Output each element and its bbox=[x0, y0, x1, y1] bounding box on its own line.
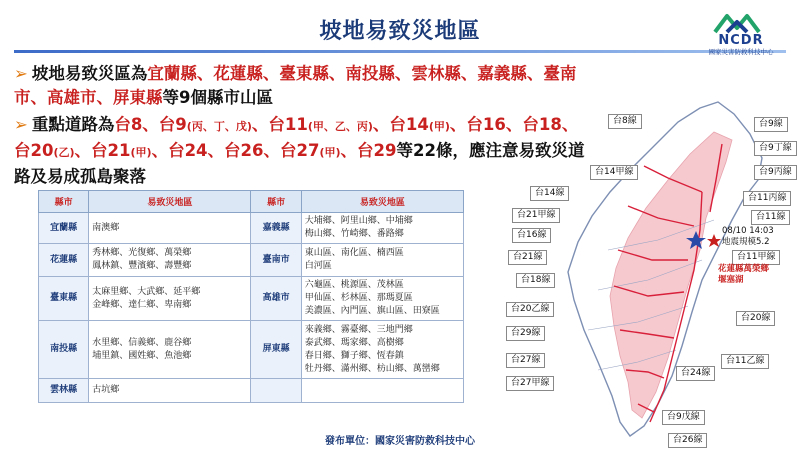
county-list: 宜蘭縣、花蓮縣、臺東縣、南投縣、雲林縣、嘉義縣、臺南市、高雄市、屏東縣 bbox=[14, 64, 577, 107]
table-header-row bbox=[39, 191, 464, 213]
page-title: 坡地易致災地區 bbox=[319, 19, 481, 44]
county-cell: 宜蘭縣 bbox=[39, 213, 89, 244]
road-label-tai24: 台24線 bbox=[676, 366, 715, 381]
county-cell: 花蓮縣 bbox=[39, 244, 89, 277]
road-label-tai11: 台11線 bbox=[751, 210, 790, 225]
road-label-tai14: 台14線 bbox=[530, 186, 569, 201]
road-label-tai8: 台8線 bbox=[608, 114, 642, 129]
landslide-lake-label: 花蓮縣萬榮鄉 堰塞湖 bbox=[718, 264, 770, 285]
road-label-tai9ding: 台9丁線 bbox=[754, 141, 797, 156]
bullet-counties: ➢ 坡地易致災區為宜蘭縣、花蓮縣、臺東縣、南投縣、雲林縣、嘉義縣、臺南市、高雄市、屏東縣等9個縣市山區 bbox=[14, 64, 577, 107]
road-label-tai9: 台9線 bbox=[754, 117, 788, 132]
road-label-tai21jia: 台21甲線 bbox=[512, 208, 560, 223]
county-cell: 屏東縣 bbox=[251, 321, 301, 379]
ncdr-mountain-icon bbox=[713, 12, 769, 34]
county-cell bbox=[251, 379, 301, 403]
logo-org: 國家災害防救科技中心 bbox=[708, 48, 774, 56]
table-row bbox=[39, 244, 464, 277]
road-label-tai21: 台21線 bbox=[508, 250, 547, 265]
road-label-tai9wu: 台9戊線 bbox=[662, 410, 705, 425]
road-label-tai27jia: 台27甲線 bbox=[506, 376, 554, 391]
county-cell: 臺東縣 bbox=[39, 277, 89, 321]
logo-text: NCDR bbox=[718, 33, 764, 48]
area-cell: 來義鄉、霧臺鄉、三地門鄉 泰武鄉、瑪家鄉、高樹鄉 春日鄉、獅子鄉、恆春鎮 牡丹鄉、滿州鄉、枋山鄉、萬巒鄉 bbox=[301, 321, 463, 379]
county-cell: 嘉義縣 bbox=[251, 213, 301, 244]
bullet-roads: ➢ 重點道路為台8、台9(丙、丁、戊)、台11(甲、乙、丙)、台14(甲)、台16、台18、台20(乙)、台21(甲)、台24、台26、台27(甲)、台29等22條，應注意易致災道路及易成孤島聚落 bbox=[14, 115, 585, 186]
bullet-arrow-icon: ➢ bbox=[14, 64, 28, 83]
road-list: 台8、台9(丙、丁、戊)、台11(甲、乙、丙)、台14(甲)、台16、台18、台20(乙)、台21(甲)、台24、台26、台27(甲)、台29 bbox=[14, 115, 579, 160]
road-label-tai11yi: 台11乙線 bbox=[721, 354, 769, 369]
road-label-tai9bing: 台9丙線 bbox=[754, 165, 797, 180]
earthquake-magnitude: 地震規模5.2 bbox=[722, 237, 770, 247]
table-row bbox=[39, 213, 464, 244]
road-label-tai26: 台26線 bbox=[668, 433, 707, 448]
road-label-tai14jia: 台14甲線 bbox=[590, 165, 638, 180]
header-area-2: 易致災地區 bbox=[301, 191, 463, 213]
bullet-arrow-icon: ➢ bbox=[14, 115, 28, 134]
ncdr-logo bbox=[696, 12, 786, 56]
publisher-footer: 發布單位：國家災害防救科技中心 bbox=[325, 436, 475, 447]
table-row bbox=[39, 277, 464, 321]
road-label-tai18: 台18線 bbox=[516, 273, 555, 288]
road-label-tai16: 台16線 bbox=[512, 228, 551, 243]
header-county-2: 縣市 bbox=[251, 191, 301, 213]
table-row bbox=[39, 321, 464, 379]
road-label-tai20: 台20線 bbox=[736, 311, 775, 326]
area-cell: 東山區、南化區、楠西區 白河區 bbox=[301, 244, 463, 277]
road-label-tai29: 台29線 bbox=[506, 326, 545, 341]
header-county-1: 縣市 bbox=[39, 191, 89, 213]
road-label-tai11bing: 台11丙線 bbox=[743, 191, 791, 206]
area-cell bbox=[301, 379, 463, 403]
area-cell: 秀林鄉、光復鄉、萬榮鄉 鳳林鎮、豐濱鄉、壽豐鄉 bbox=[89, 244, 251, 277]
area-cell: 大埔鄉、阿里山鄉、中埔鄉 梅山鄉、竹崎鄉、番路鄉 bbox=[301, 213, 463, 244]
county-cell: 高雄市 bbox=[251, 277, 301, 321]
road-label-tai11jia: 台11甲線 bbox=[732, 250, 780, 265]
title-divider bbox=[14, 50, 786, 53]
table-row bbox=[39, 379, 464, 403]
road-label-tai20yi: 台20乙線 bbox=[506, 302, 554, 317]
county-cell: 南投縣 bbox=[39, 321, 89, 379]
earthquake-time: 08/10 14:03 bbox=[722, 226, 774, 236]
header-area-1: 易致災地區 bbox=[89, 191, 251, 213]
county-cell: 臺南市 bbox=[251, 244, 301, 277]
road-label-tai27: 台27線 bbox=[506, 353, 545, 368]
area-cell: 太麻里鄉、大武鄉、延平鄉 金峰鄉、達仁鄉、卑南鄉 bbox=[89, 277, 251, 321]
area-cell: 六龜區、桃源區、茂林區 甲仙區、杉林區、那瑪夏區 美濃區、內門區、旗山區、田寮區 bbox=[301, 277, 463, 321]
county-cell: 雲林縣 bbox=[39, 379, 89, 403]
area-cell: 水里鄉、信義鄉、鹿谷鄉 埔里鎮、國姓鄉、魚池鄉 bbox=[89, 321, 251, 379]
hazard-area-table bbox=[38, 190, 464, 403]
area-cell: 南澳鄉 bbox=[89, 213, 251, 244]
area-cell: 古坑鄉 bbox=[89, 379, 251, 403]
